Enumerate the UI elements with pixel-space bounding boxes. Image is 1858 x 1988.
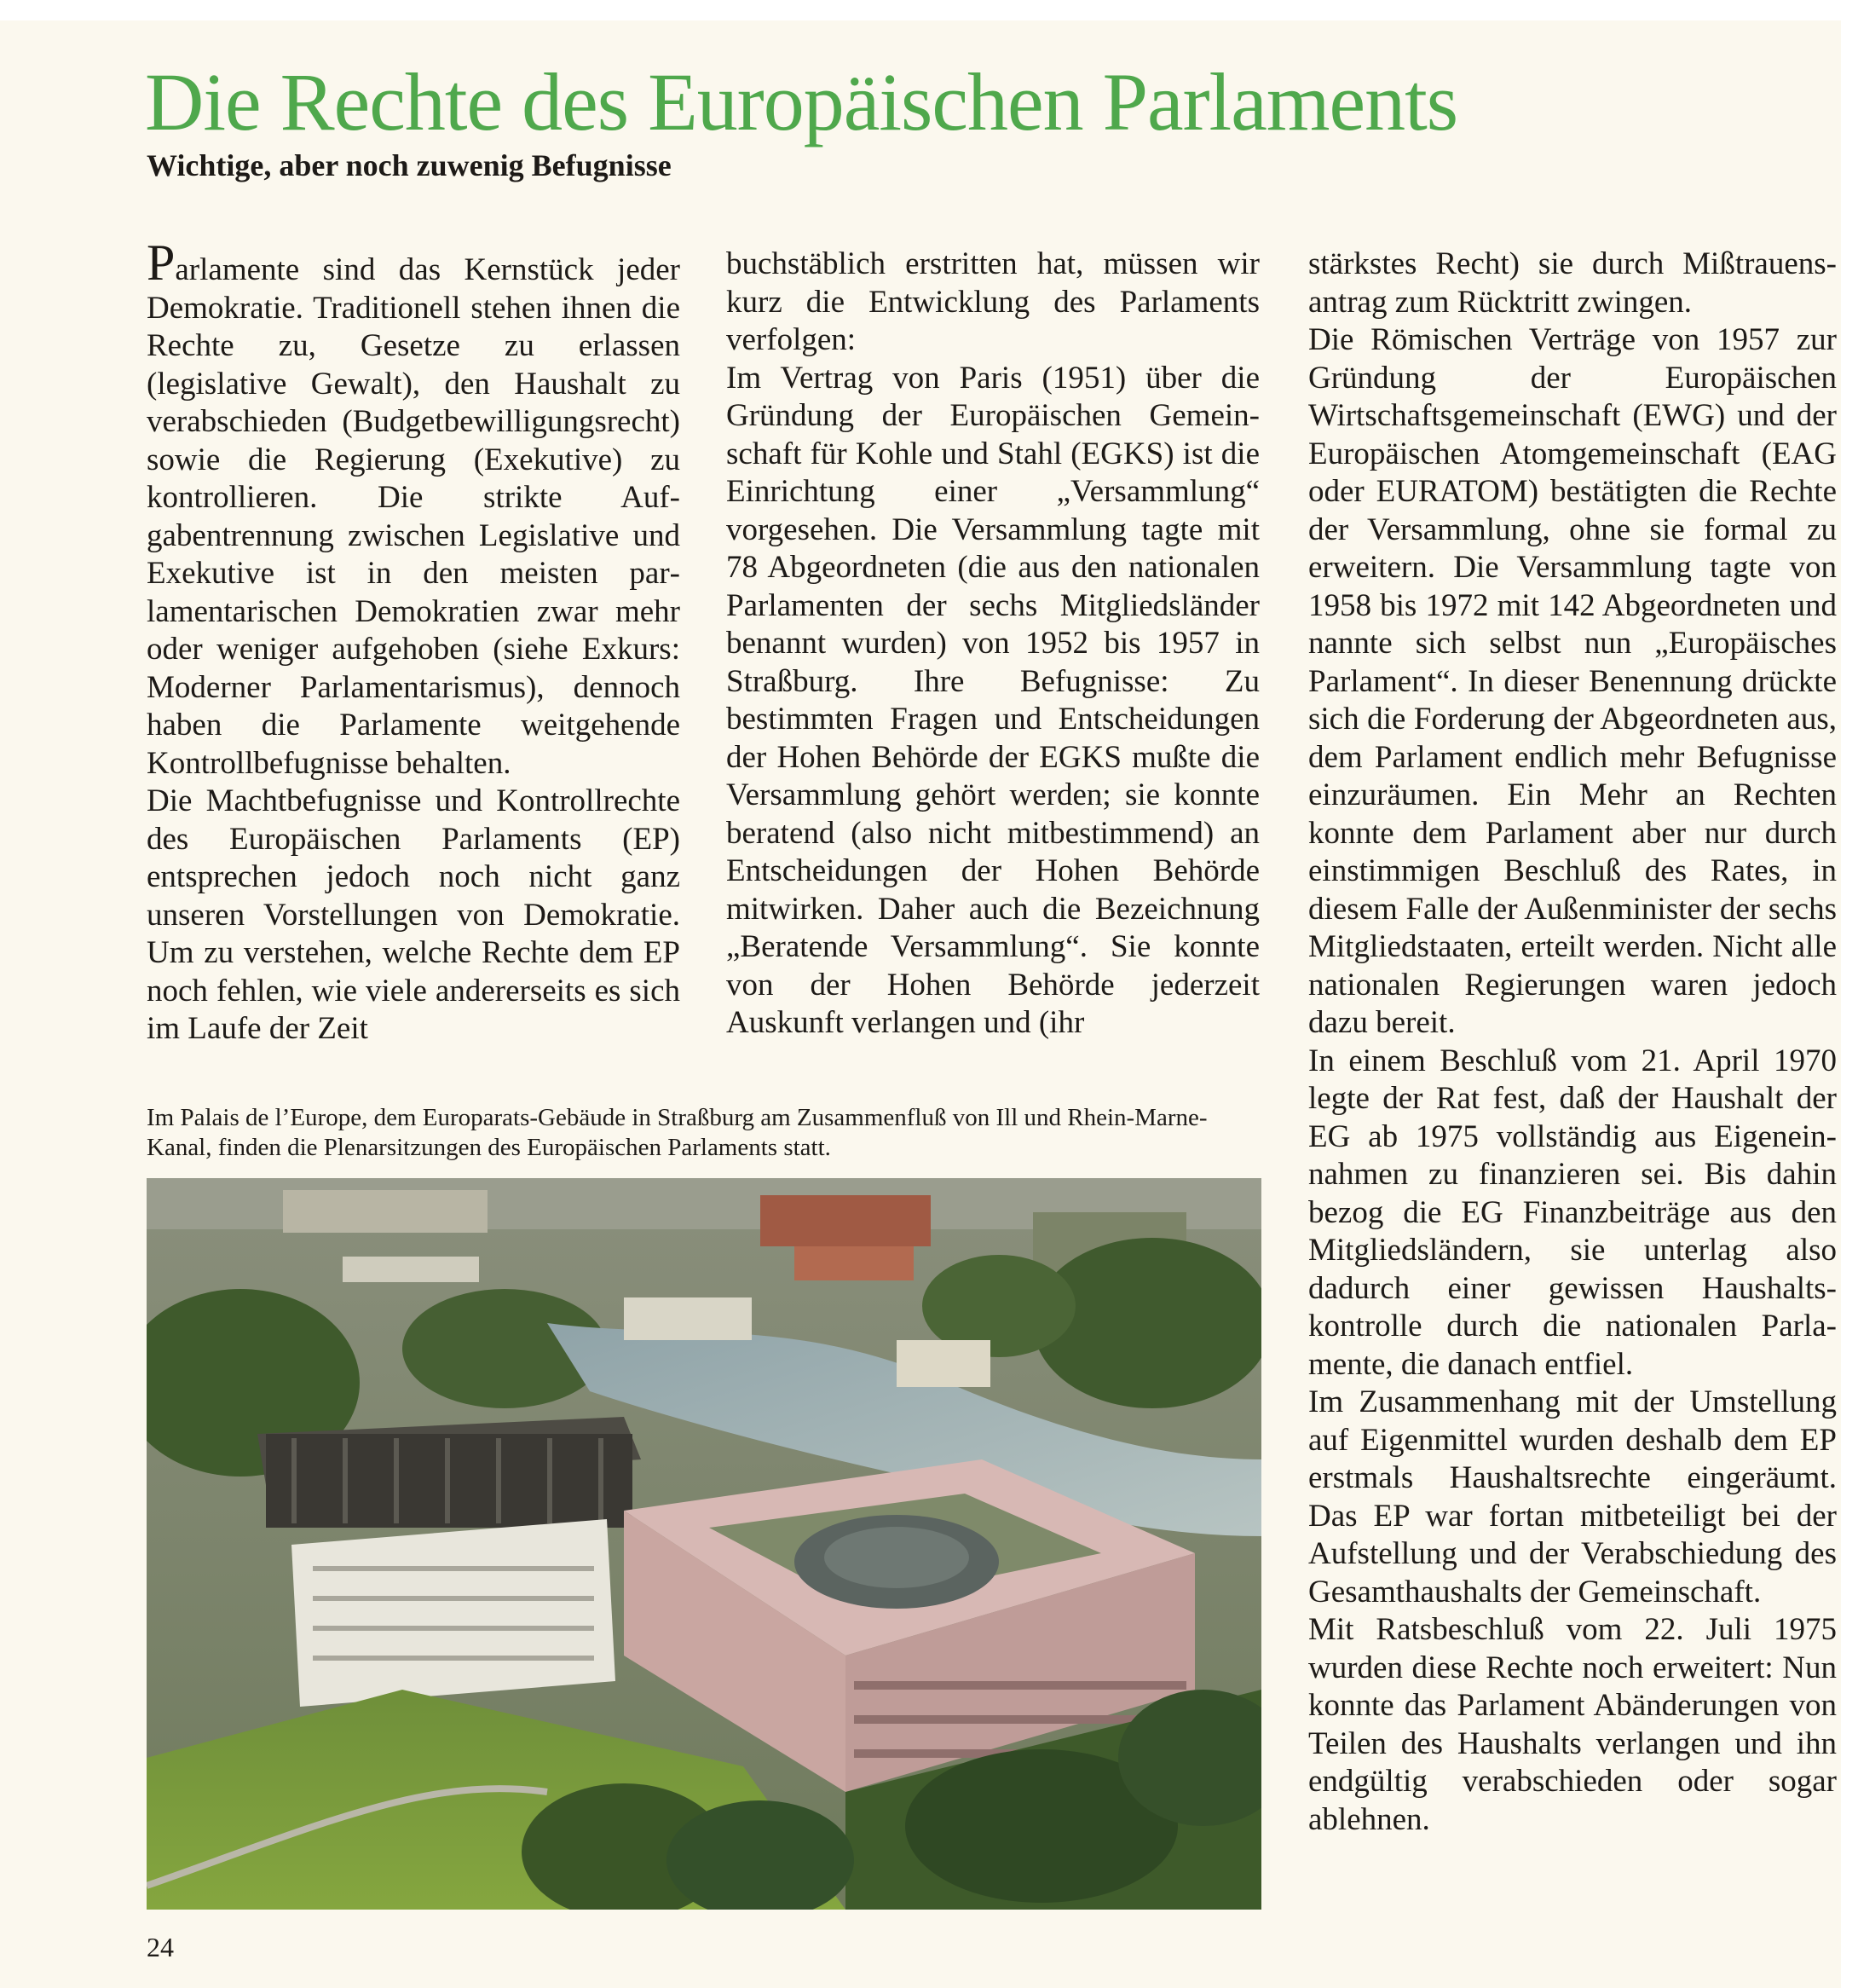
- drop-cap: P: [147, 234, 176, 291]
- paragraph: stärkstes Recht) sie durch Mißtrauensantrag zum Rücktritt zwingen.: [1308, 246, 1837, 320]
- photo-caption: Im Palais de l’Europe, dem Europarats-Gebäude in Straßburg am Zusammenfluß von Ill und Rhein-Marne-Kanal, finden die Plenarsitzungen des Europäischen Parlaments statt.: [147, 1104, 1208, 1161]
- text-column-3: [1308, 246, 1837, 1916]
- paragraph: Im Zusammenhang mit der Umstellung auf Eigenmittel wurden deshalb dem EP erstmals Haushaltsrechte eingeräumt. Das EP war fortan mitbeteiligt bei der Aufstellung und der Verabschiedung des Gesamthaushalts der Gemeinschaft.: [1308, 1384, 1837, 1609]
- paragraph-text: arlamente sind das Kernstück jeder Demokratie. Traditionell stehen ihnen die Rechte zu, Gesetze zu erlassen (legislative Gewalt), den Haushalt zu verabschieden (Budgetbewilligungsrecht) sowie die Regierung (Exekutive) zu kontrollieren. Die strikte Aufgabentrennung zwischen Legislative und Exekutive ist in den meisten parlamentarischen Demokratien zwar mehr oder weniger aufgehoben (siehe Exkurs: Moderner Parlamentarismus), dennoch haben die Parlamente weitgehende Kontrollbefugnisse behalten.: [147, 252, 680, 781]
- paragraph: Im Vertrag von Paris (1951) über die Gründung der Europäischen Gemeinschaft für Kohle und Stahl (EGKS) ist die Einrichtung einer „Versammlung“ vorgesehen. Die Versammlung tagte mit 78 Abgeordneten (die aus den nationalen Parlamenten der sechs Mitgliedsländer benannt wurden) von 1952 bis 1957 in Straßburg. Ihre Befugnisse: Zu bestimmten Fragen und Entscheidungen der Hohen Behörde der EGKS mußte die Versammlung gehört werden; sie konnte beratend (also nicht mitbestimmend) an Entscheidungen der Hohen Behörde mitwirken. Daher auch die Bezeichnung „Beratende Versammlung“. Sie konnte von der Hohen Behörde jederzeit Auskunft verlangen und (ihr: [726, 360, 1260, 1040]
- paragraph: buchstäblich erstritten hat, müssen wir kurz die Entwicklung des Parlaments verfolgen:: [726, 246, 1260, 357]
- aerial-photo-palais-de-l-europe: [147, 1178, 1261, 1910]
- paragraph: In einem Beschluß vom 21. April 1970 legte der Rat fest, daß der Haushalt der EG ab 1975 vollständig aus Eigeneinnahmen zu finanzieren sei. Bis dahin bezog die EG Finanzbeiträge aus den Mitgliedsländern, sie unterlag also dadurch einer gewissen Haushaltskontrolle durch die nationalen Parlamente, die danach entfiel.: [1308, 1043, 1837, 1382]
- text-column-1: [147, 234, 680, 1098]
- paragraph: Die Machtbefugnisse und Kontrollrechte des Europäischen Parlaments (EP) entsprechen jedoch noch nicht ganz unseren Vorstellungen von Demokratie. Um zu verstehen, welche Rechte dem EP noch fehlen, wie viele andererseits es sich im Laufe der Zeit: [147, 783, 680, 1046]
- scan-margin-right: [1841, 0, 1858, 1988]
- page-title: Die Rechte des Europäischen Parlaments: [145, 56, 1458, 147]
- page-subtitle: Wichtige, aber noch zuwenig Befugnisse: [147, 148, 672, 182]
- text-column-2: [726, 246, 1260, 1098]
- paragraph: [147, 234, 680, 783]
- scan-margin-top: [0, 0, 1858, 20]
- page-number: 24: [147, 1932, 174, 1962]
- paragraph: Die Römischen Verträge von 1957 zur Gründung der Europäischen Wirtschaftsgemeinschaft (EWG) und der Europäischen Atomgemeinschaft (EAG oder EURATOM) bestätigten die Rechte der Versammlung, ohne sie formal zu erweitern. Die Versammlung tagte von 1958 bis 1972 mit 142 Abgeordneten und nannte sich selbst nun „Europäisches Parlament“. In dieser Benennung drückte sich die Forderung der Abgeordneten aus, dem Parlament endlich mehr Befugnisse einzuräumen. Ein Mehr an Rechten konnte dem Parlament aber nur durch einstimmigen Beschluß des Rates, in diesem Falle der Außenminister der sechs Mitgliedstaaten, erteilt werden. Nicht alle nationalen Regierungen waren jedoch dazu bereit.: [1308, 322, 1837, 1040]
- paragraph: Mit Ratsbeschluß vom 22. Juli 1975 wurden diese Rechte noch erweitert: Nun konnte das Parlament Abänderungen von Teilen des Haushalts verlangen und ihn endgültig verabschieden oder sogar ablehnen.: [1308, 1612, 1837, 1837]
